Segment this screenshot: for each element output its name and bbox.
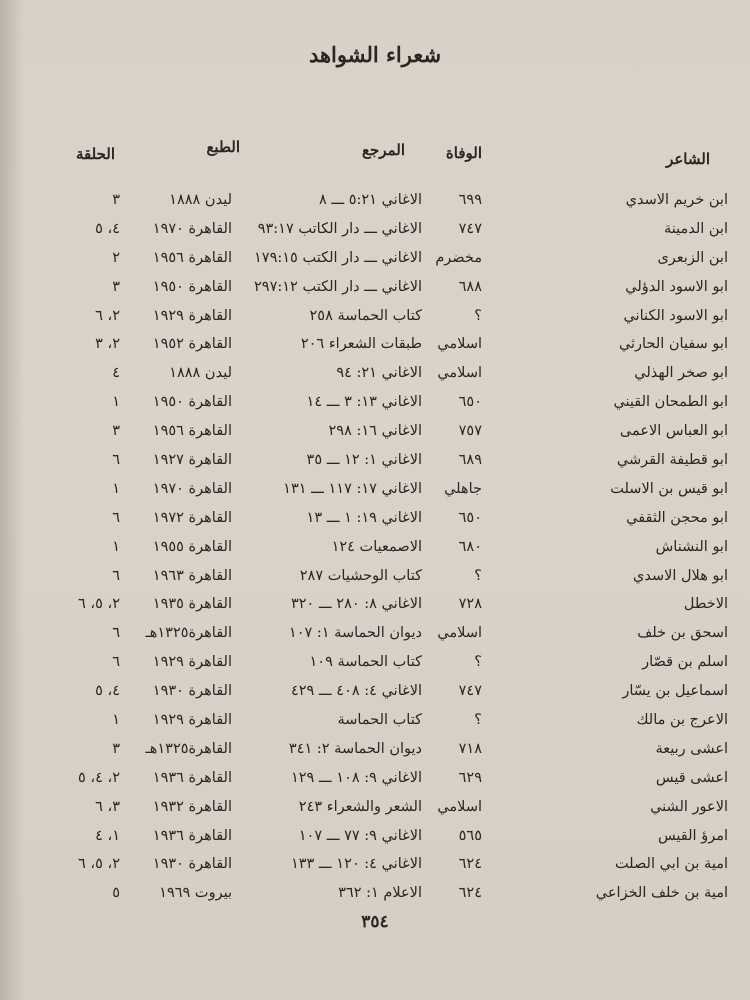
cell-death: ٦٢٤ [458, 856, 482, 873]
cell-poet: ابو هلال الاسدي [632, 567, 728, 584]
cell-poet: اسحق بن خلف [637, 625, 728, 642]
cell-death: اسلامي [437, 336, 482, 353]
cell-edition: بيروت ١٩٦٩ [159, 885, 232, 902]
cell-death: ٧٢٨ [458, 596, 482, 613]
cell-episode: ٣ [112, 423, 120, 440]
cell-edition: القاهرة ١٩٣٥ [152, 596, 232, 613]
cell-poet: ابو صخر الهذلي [634, 365, 728, 382]
cell-death: جاهلي [444, 480, 482, 497]
cell-episode: ٦ [112, 452, 120, 469]
cell-reference: الاصمعيات ١٢٤ [331, 538, 422, 555]
cell-poet: ابو الاسود الدؤلي [625, 278, 728, 295]
table-row [0, 446, 750, 475]
table-row [0, 619, 750, 648]
cell-edition: ليدن ١٨٨٨ [169, 192, 232, 208]
cell-death: ٦٨٨ [458, 278, 482, 295]
cell-edition: القاهرة ١٩٢٧ [152, 452, 232, 469]
cell-episode: ١ [112, 394, 120, 411]
cell-death: ٦٢٩ [458, 769, 482, 786]
table-row [0, 764, 750, 793]
cell-edition: القاهرة ١٩٥٥ [152, 538, 232, 555]
cell-edition: ليدن ١٨٨٨ [169, 365, 232, 382]
cell-edition: القاهرة ١٩٥٢ [152, 336, 232, 353]
table-row [0, 822, 750, 851]
cell-poet: ابو قيس بن الاسلت [610, 480, 728, 497]
poets-table [0, 186, 750, 908]
cell-edition: القاهرة ١٩٣٠ [152, 856, 232, 873]
cell-reference: الاغاني ١٧: ١١٧ ـــ ١٣١ [283, 480, 422, 497]
cell-reference: الاغاني ـــ دار الكاتب ٩٣:١٧ [257, 220, 422, 237]
cell-poet: ابن الزبعرى [657, 249, 728, 266]
cell-poet: اعشى ربيعة [655, 740, 728, 757]
cell-episode: ٦ [112, 625, 120, 642]
cell-poet: اسلم بن قصّار [642, 654, 728, 671]
cell-edition: القاهرة١٣٢٥هـ [145, 625, 232, 642]
table-row [0, 562, 750, 591]
cell-poet: اعشى قيس [655, 769, 728, 786]
cell-episode: ٤ [112, 365, 120, 382]
table-row [0, 244, 750, 273]
cell-death: ؟ [474, 712, 482, 729]
table-row [0, 590, 750, 619]
table-header [0, 136, 750, 176]
cell-episode: ١ [112, 480, 120, 497]
cell-poet: امية بن ابي الصلت [614, 856, 728, 873]
page-number: ٣٥٤ [361, 912, 389, 932]
cell-reference: الاغاني ٩: ٧٧ ـــ ١٠٧ [298, 827, 422, 844]
table-row [0, 330, 750, 359]
cell-edition: القاهرة ١٩٧٢ [152, 509, 232, 526]
cell-reference: الاغاني ٢١: ٩٤ [336, 365, 422, 382]
cell-episode: ٦ [112, 654, 120, 671]
table-row [0, 648, 750, 677]
cell-death: ؟ [474, 307, 482, 324]
cell-episode: ٥ [112, 885, 120, 902]
cell-episode: ١ [112, 538, 120, 555]
header-reference: المرجع [362, 141, 405, 159]
cell-episode: ٢، ٥، ٦ [78, 856, 120, 873]
cell-edition: القاهرة ١٩٥٦ [152, 249, 232, 266]
table-row [0, 793, 750, 822]
cell-death: اسلامي [437, 365, 482, 382]
cell-edition: القاهرة ١٩٣٦ [152, 827, 232, 844]
cell-poet: الاعور الشني [650, 798, 728, 815]
cell-episode: ٤، ٥ [95, 683, 120, 700]
cell-reference: الاغاني ٤: ١٢٠ ـــ ١٣٣ [290, 856, 422, 873]
cell-death: ٦٥٠ [458, 394, 482, 411]
cell-episode: ٣ [112, 278, 120, 295]
cell-reference: الاغاني ـــ دار الكتب ١٧٩:١٥ [254, 249, 422, 266]
cell-poet: ابو الاسود الكناني [623, 307, 728, 324]
header-poet: الشاعر [666, 150, 710, 168]
cell-episode: ١ [112, 712, 120, 729]
cell-edition: القاهرة ١٩٢٩ [152, 307, 232, 324]
cell-edition: القاهرة ١٩٧٠ [152, 220, 232, 237]
cell-death: ٦٥٠ [458, 509, 482, 526]
cell-poet: ابو قطيفة القرشي [616, 452, 728, 469]
table-row [0, 417, 750, 446]
cell-episode: ٢، ٤، ٥ [78, 769, 120, 786]
cell-death: ٦٩٩ [458, 192, 482, 208]
table-row [0, 388, 750, 417]
cell-death: اسلامي [437, 625, 482, 642]
cell-edition: القاهرة ١٩٦٣ [152, 567, 232, 584]
cell-episode: ٣، ٦ [95, 798, 120, 815]
table-row [0, 215, 750, 244]
cell-death: ٦٨٩ [458, 452, 482, 469]
cell-reference: الاغاني ٤: ٤٠٨ ـــ ٤٢٩ [290, 683, 422, 700]
cell-reference: الاغاني ١٦: ٢٩٨ [328, 423, 422, 440]
cell-poet: الاعرج بن مالك [636, 712, 728, 729]
cell-death: اسلامي [437, 798, 482, 815]
cell-edition: القاهرة ١٩٣٦ [152, 769, 232, 786]
table-row [0, 302, 750, 331]
cell-edition: القاهرة ١٩٣٢ [152, 798, 232, 815]
cell-edition: القاهرة ١٩٥٦ [152, 423, 232, 440]
cell-episode: ٣ [112, 740, 120, 757]
cell-reference: الاغاني ١٩: ١ ـــ ١٣ [306, 509, 422, 526]
cell-death: ؟ [474, 654, 482, 671]
cell-death: ٦٢٤ [458, 885, 482, 902]
table-row [0, 677, 750, 706]
cell-poet: الاخطل [683, 596, 728, 613]
cell-reference: طبقات الشعراء ٢٠٦ [300, 336, 422, 353]
table-row [0, 735, 750, 764]
table-row [0, 359, 750, 388]
header-death: الوفاة [445, 144, 482, 162]
table-row [0, 273, 750, 302]
cell-edition: القاهرة ١٩٣٠ [152, 683, 232, 700]
cell-edition: القاهرة ١٩٥٠ [152, 394, 232, 411]
cell-reference: كتاب الحماسة ١٠٩ [309, 654, 422, 671]
cell-death: ٧٤٧ [458, 683, 482, 700]
cell-edition: القاهرة١٣٢٥هـ [145, 740, 232, 757]
cell-episode: ٢، ٥، ٦ [78, 596, 120, 613]
cell-poet: ابن الدمينة [663, 220, 728, 237]
cell-reference: الاغاني ٨: ٢٨٠ ـــ ٣٢٠ [290, 596, 422, 613]
cell-death: ٧١٨ [458, 740, 482, 757]
table-row [0, 475, 750, 504]
cell-poet: ابو النشناش [655, 538, 728, 555]
cell-reference: الاغاني ٥:٢١ ـــ ٨ [318, 192, 422, 208]
cell-reference: كتاب الحماسة ٢٥٨ [309, 307, 422, 324]
cell-episode: ٦ [112, 509, 120, 526]
cell-episode: ٣ [112, 192, 120, 208]
cell-episode: ٢، ٣ [95, 336, 120, 353]
cell-reference: الاغاني ١٣: ٣ ـــ ١٤ [306, 394, 422, 411]
cell-death: ٧٥٧ [458, 423, 482, 440]
cell-poet: امية بن خلف الخزاعي [595, 885, 728, 902]
cell-episode: ٦ [112, 567, 120, 584]
cell-reference: الاعلام ١: ٣٦٢ [338, 885, 422, 902]
cell-death: مخضرم [435, 249, 482, 266]
cell-poet: اسماعيل بن يسّار [622, 683, 728, 700]
cell-edition: القاهرة ١٩٥٠ [152, 278, 232, 295]
cell-reference: ديوان الحماسة ١: ١٠٧ [288, 625, 422, 642]
page-title: شعراء الشواهد [308, 42, 442, 67]
cell-poet: ابن خريم الاسدي [625, 192, 728, 208]
cell-death: ٦٨٠ [458, 538, 482, 555]
cell-edition: القاهرة ١٩٢٩ [152, 654, 232, 671]
table-row [0, 504, 750, 533]
cell-episode: ١، ٤ [95, 827, 120, 844]
cell-episode: ٢، ٦ [95, 307, 120, 324]
cell-reference: ديوان الحماسة ٢: ٣٤١ [288, 740, 422, 757]
cell-reference: الشعر والشعراء ٢٤٣ [298, 798, 422, 815]
table-row [0, 533, 750, 562]
cell-edition: القاهرة ١٩٧٠ [152, 480, 232, 497]
header-episode: الحلقة [75, 145, 115, 163]
table-row [0, 879, 750, 908]
cell-death: ٥٦٥ [458, 827, 482, 844]
cell-reference: الاغاني ٩: ١٠٨ ـــ ١٢٩ [290, 769, 422, 786]
cell-episode: ٤، ٥ [95, 220, 120, 237]
table-row [0, 850, 750, 879]
cell-death: ٧٤٧ [458, 220, 482, 237]
cell-poet: ابو العباس الاعمى [619, 423, 728, 440]
cell-reference: الاغاني ١: ١٢ ـــ ٣٥ [306, 452, 422, 469]
cell-poet: امرؤ القيس [657, 827, 728, 844]
cell-death: ؟ [474, 567, 482, 584]
cell-episode: ٢ [112, 249, 120, 266]
cell-poet: ابو سفيان الحارثي [618, 336, 728, 353]
cell-reference: كتاب الوحشيات ٢٨٧ [299, 567, 422, 584]
cell-poet: ابو محجن الثقفي [626, 509, 728, 526]
cell-poet: ابو الطمحان القيني [613, 394, 728, 411]
header-edition: الطبع [206, 138, 240, 156]
table-row [0, 186, 750, 215]
table-row [0, 706, 750, 735]
cell-reference: الاغاني ـــ دار الكتب ٢٩٧:١٢ [254, 278, 422, 295]
cell-edition: القاهرة ١٩٢٩ [152, 712, 232, 729]
cell-reference: كتاب الحماسة [337, 712, 422, 729]
